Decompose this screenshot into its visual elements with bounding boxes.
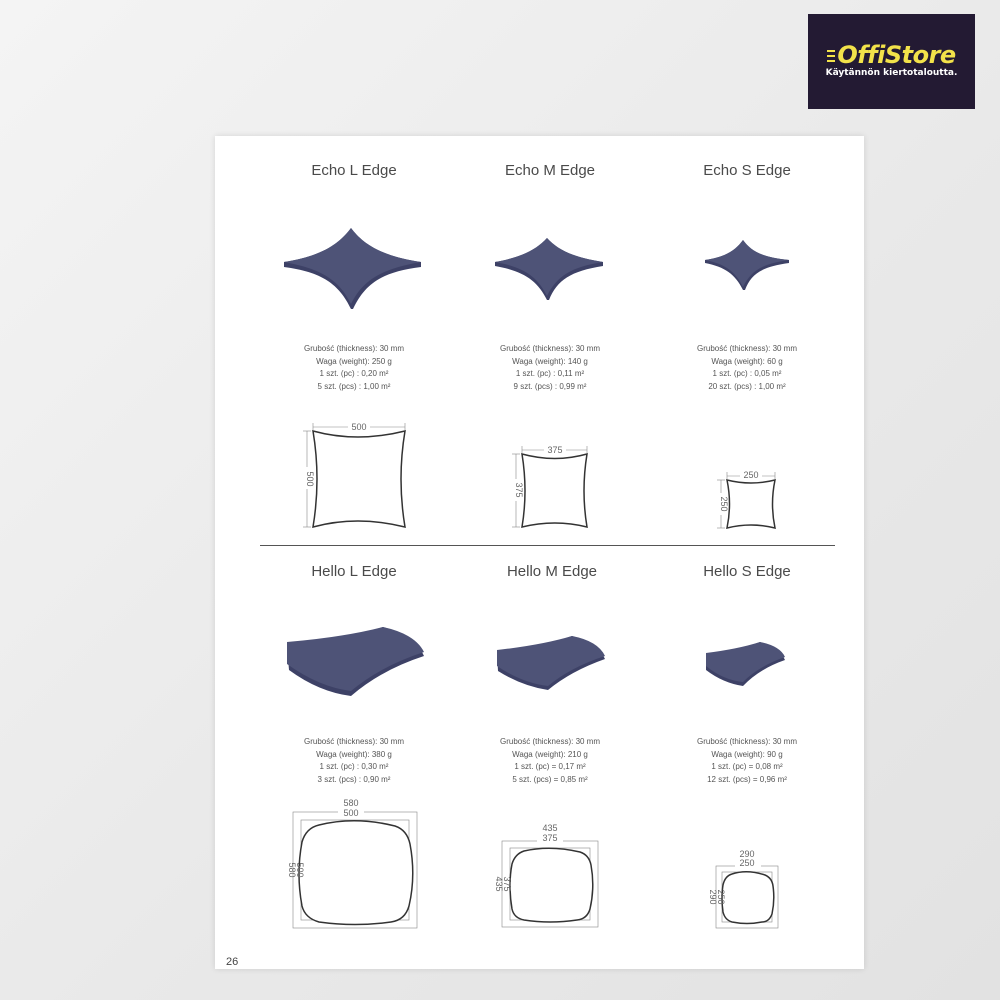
specs-echo-m: Grubość (thickness): 30 mm Waga (weight): 140 g 1 szt. (pc) : 0,11 m² 9 szt. (pcs) : 0,99 m² [499, 344, 601, 391]
logo-brand: OffiStore [837, 41, 956, 69]
hello-l-dimension-drawing [283, 796, 423, 931]
echo-l-dimension-drawing [295, 419, 415, 529]
product-title-hello-l: Hello L Edge [311, 563, 397, 580]
svg-text:375: 375 [547, 445, 563, 455]
specs-hello-l: Grubość (thickness): 30 mm Waga (weight): 380 g 1 szt. (pc) : 0,30 m² 3 szt. (pcs) : 0,90 m² [303, 737, 405, 784]
svg-text:580: 580 [343, 798, 359, 808]
logo-slogan: Käytännön kiertotaloutta. [825, 68, 958, 78]
product-title-hello-m: Hello M Edge [506, 563, 598, 580]
svg-text:580: 580 [287, 862, 297, 878]
svg-text:250: 250 [719, 496, 729, 512]
echo-s-dimension-drawing [713, 466, 788, 536]
svg-text:435: 435 [542, 823, 558, 833]
svg-text:500: 500 [295, 862, 305, 878]
svg-text:290: 290 [708, 889, 718, 905]
catalog-page [215, 136, 864, 969]
svg-text:250: 250 [743, 470, 759, 480]
product-title-echo-m: Echo M Edge [504, 162, 596, 179]
product-title-hello-s: Hello S Edge [703, 563, 791, 580]
svg-text:250: 250 [716, 889, 726, 905]
speed-lines-icon [827, 55, 835, 57]
specs-echo-s: Grubość (thickness): 30 mm Waga (weight): 60 g 1 szt. (pc) : 0,05 m² 20 szt. (pcs) : 1,00 m² [696, 344, 798, 391]
svg-text:375: 375 [514, 482, 524, 498]
echo-l-panel-image [277, 222, 427, 312]
svg-text:500: 500 [305, 471, 315, 487]
hello-m-dimension-drawing [490, 821, 605, 931]
hello-m-panel-image [494, 633, 609, 693]
echo-m-panel-image [489, 234, 609, 304]
svg-text:500: 500 [351, 422, 367, 432]
product-title-echo-s: Echo S Edge [703, 162, 791, 179]
product-title-echo-l: Echo L Edge [311, 162, 397, 179]
page-number: 26 [226, 956, 239, 968]
svg-text:375: 375 [542, 833, 558, 843]
specs-hello-m: Grubość (thickness): 30 mm Waga (weight): 210 g 1 szt. (pc) = 0,17 m² 5 szt. (pcs) = 0,85 m² [499, 737, 601, 784]
svg-text:375: 375 [502, 876, 512, 892]
echo-s-panel-image [700, 237, 795, 292]
offistore-logo [808, 14, 975, 109]
section-divider [260, 545, 835, 546]
hello-s-panel-image [703, 639, 788, 689]
hello-l-panel-image [283, 624, 428, 699]
svg-text:290: 290 [739, 849, 755, 859]
echo-m-dimension-drawing [507, 441, 597, 531]
svg-text:500: 500 [343, 808, 359, 818]
hello-s-dimension-drawing [705, 848, 785, 932]
svg-text:435: 435 [494, 876, 504, 892]
specs-hello-s: Grubość (thickness): 30 mm Waga (weight): 90 g 1 szt. (pc) = 0,08 m² 12 szt. (pcs) = 0,96 m² [696, 737, 798, 784]
svg-text:250: 250 [739, 858, 755, 868]
specs-echo-l: Grubość (thickness): 30 mm Waga (weight): 250 g 1 szt. (pc) : 0,20 m² 5 szt. (pcs) : 1,00 m² [303, 344, 405, 391]
